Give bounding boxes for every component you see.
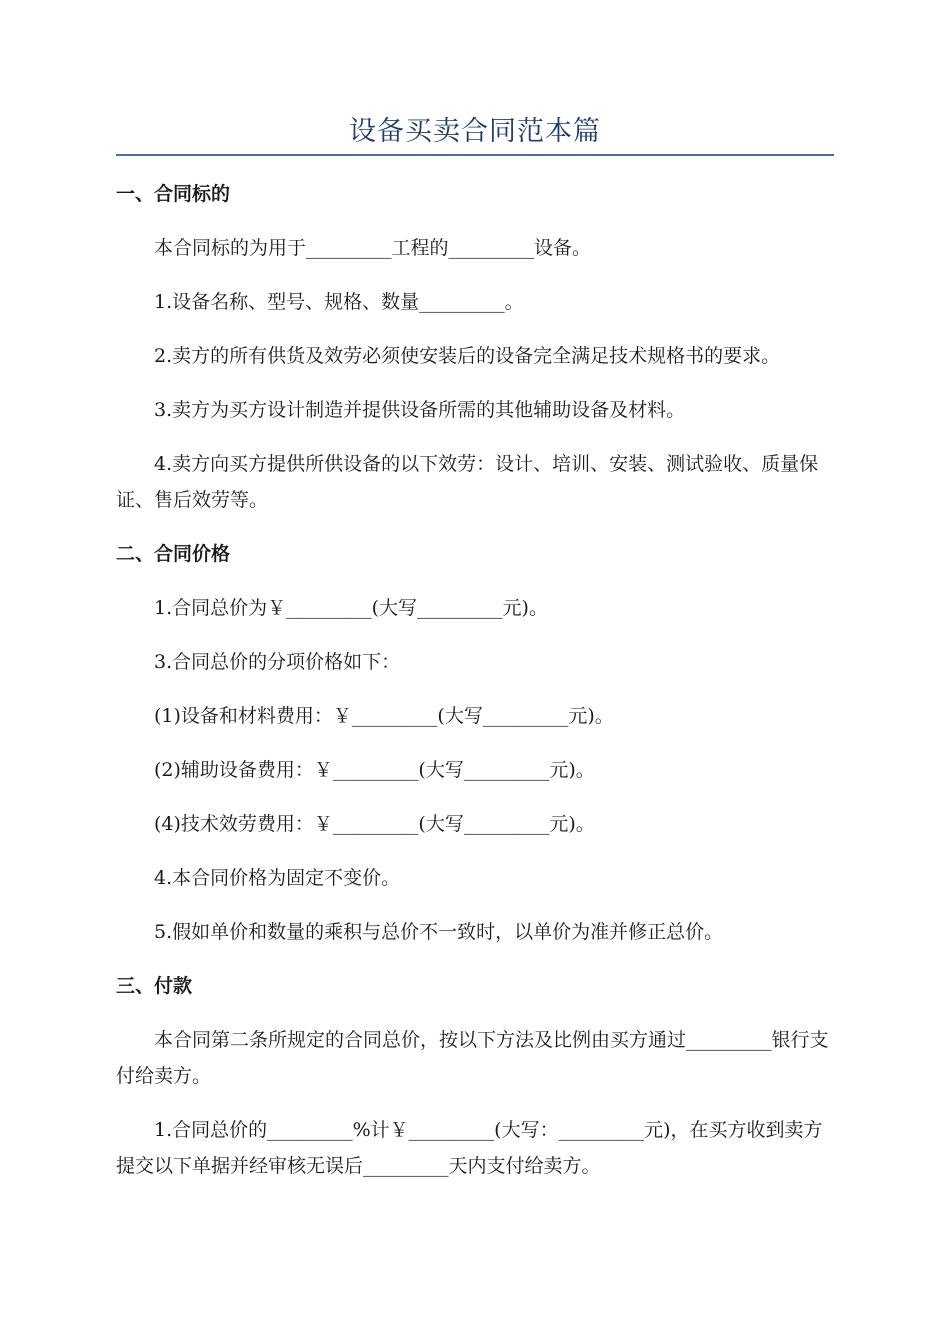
paragraph: 4.卖方向买方提供所供设备的以下效劳：设计、培训、安装、测试验收、质量保证、售后效劳等。	[116, 453, 819, 511]
paragraph: 2.卖方的所有供货及效劳必须使安装后的设备完全满足技术规格书的要求。	[154, 345, 781, 367]
document-title: 设备买卖合同范本篇	[349, 116, 601, 147]
section-heading: 三、付款	[116, 975, 193, 997]
section-heading: 一、合同标的	[116, 183, 231, 205]
paragraph: 4.本合同价格为固定不变价。	[154, 867, 401, 889]
paragraph: 1.合同总价的_________%计￥_________(大写：_________元)，在买方收到卖方提交以下单据并经审核无误后_________天内支付给卖方。	[116, 1119, 823, 1177]
paragraph: (2)辅助设备费用：￥_________(大写_________元)。	[154, 759, 595, 781]
paragraph: (4)技术效劳费用：￥_________(大写_________元)。	[154, 813, 595, 835]
document-body	[116, 176, 834, 1184]
paragraph: 3.卖方为买方设计制造并提供设备所需的其他辅助设备及材料。	[154, 399, 686, 421]
paragraph: 5.假如单价和数量的乘积与总价不一致时，以单价为准并修正总价。	[154, 921, 724, 943]
section-heading: 二、合同价格	[116, 543, 231, 565]
paragraph: 1.设备名称、型号、规格、数量_________。	[154, 291, 524, 313]
paragraph: 本合同第二条所规定的合同总价，按以下方法及比例由买方通过_________银行支付给卖方。	[116, 1029, 829, 1087]
paragraph: (1)设备和材料费用：￥_________(大写_________元)。	[154, 705, 614, 727]
paragraph: 1.合同总价为￥_________(大写_________元)。	[154, 597, 548, 619]
paragraph: 本合同标的为用于_________工程的_________设备。	[154, 237, 592, 259]
paragraph: 3.合同总价的分项价格如下：	[154, 651, 401, 673]
title-underline	[116, 154, 834, 156]
